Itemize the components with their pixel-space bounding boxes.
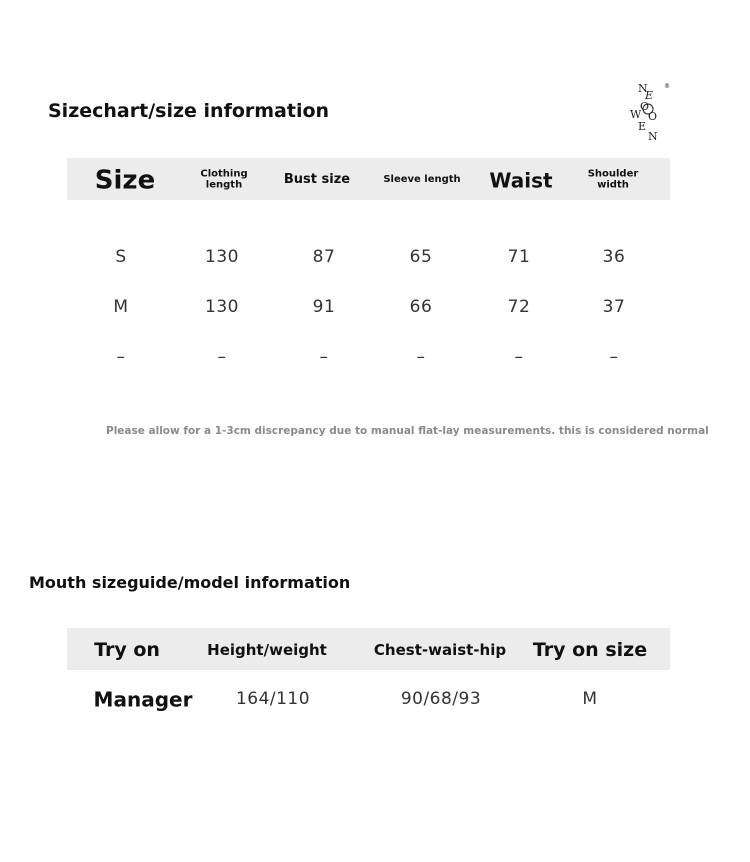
header-bust-size: Bust size [283, 172, 351, 188]
table-cell: 65 [409, 247, 433, 268]
header-shoulder-width: Shoulder width [587, 168, 639, 190]
model-info-title: Mouth sizeguide/model information [29, 573, 351, 592]
table-cell: M [113, 297, 129, 318]
table-cell: 91 [312, 297, 336, 318]
model-try-on-size: M [582, 689, 598, 710]
header-try-on-size: Try on size [532, 639, 648, 662]
table-cell: – [319, 347, 329, 368]
table-cell: – [116, 347, 126, 368]
header-chest-waist-hip: Chest-waist-hip [373, 641, 507, 660]
model-name: Manager [93, 687, 193, 712]
logo-letter: N [648, 130, 658, 143]
table-cell: – [416, 347, 426, 368]
header-height-weight: Height/weight [207, 641, 327, 660]
header-sleeve-length: Sleeve length [383, 173, 461, 185]
table-cell: – [217, 347, 227, 368]
logo-letter: N [638, 82, 648, 95]
logo-letter: E [645, 89, 654, 102]
table-cell: – [514, 347, 524, 368]
model-chest-waist-hip: 90/68/93 [400, 689, 482, 710]
table-cell: 87 [312, 247, 336, 268]
table-cell: 72 [507, 297, 531, 318]
logo-registered-mark: ® [664, 83, 670, 90]
header-try-on: Try on [94, 639, 160, 662]
logo-letter: E [638, 120, 647, 133]
table-cell: 130 [205, 297, 239, 318]
header-waist: Waist [489, 168, 553, 193]
header-size: Size [94, 165, 156, 196]
logo-letter: O [640, 100, 650, 113]
size-chart-title: Sizechart/size information [48, 100, 330, 122]
table-cell: 36 [602, 247, 626, 268]
table-cell: 130 [205, 247, 239, 268]
measurement-note: Please allow for a 1-3cm discrepancy due to manual flat-lay measurements. this is considered normal [106, 425, 709, 437]
table-cell: 66 [409, 297, 433, 318]
table-cell: – [609, 347, 619, 368]
size-table-header [67, 158, 670, 200]
model-height-weight: 164/110 [235, 689, 311, 710]
table-cell: 37 [602, 297, 626, 318]
header-clothing-length: Clothing length [200, 168, 248, 190]
brand-logo [626, 80, 674, 144]
table-cell: S [115, 247, 127, 268]
logo-letter: W [630, 108, 642, 121]
logo-letter: O [648, 110, 658, 123]
table-cell: 71 [507, 247, 531, 268]
